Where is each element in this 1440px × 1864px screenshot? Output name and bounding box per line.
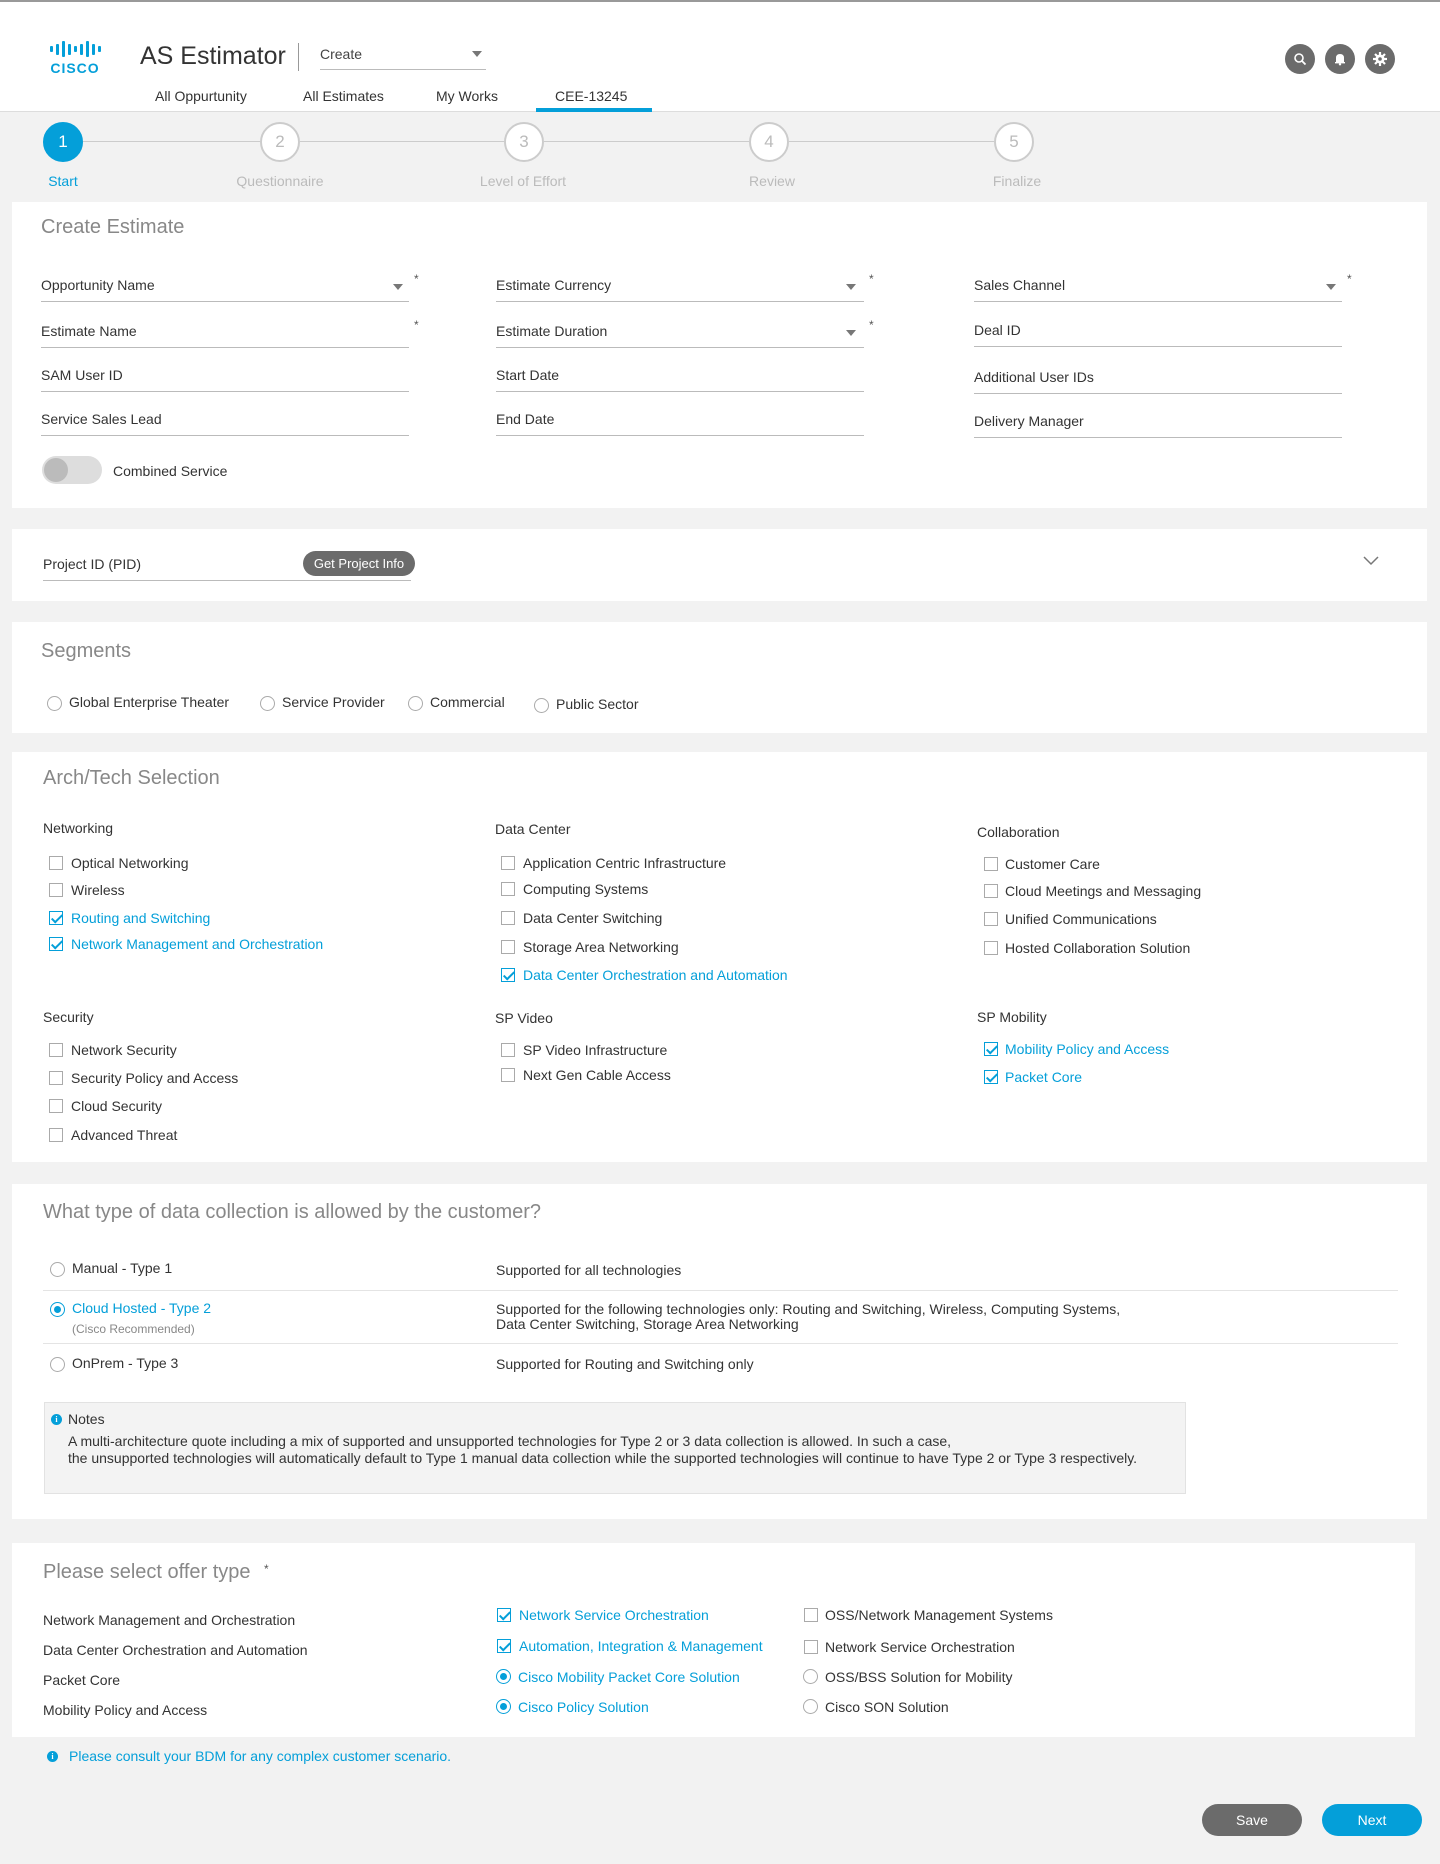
tech-option-label: Next Gen Cable Access [523,1067,671,1083]
checkbox[interactable] [984,912,998,926]
step-4-label: Review [749,173,795,189]
search-button[interactable] [1285,44,1315,74]
data-collection-option-sub: (Cisco Recommended) [72,1322,195,1336]
checkbox[interactable] [501,1068,515,1082]
data-collection-option-label: Cloud Hosted - Type 2 [72,1300,212,1316]
app-title: AS Estimator [140,42,286,70]
get-project-info-button[interactable]: Get Project Info [303,551,415,576]
step-5-label: Finalize [992,173,1042,189]
app-header [0,0,1440,112]
radio-selected[interactable] [496,1669,511,1684]
sp-mobility-heading: SP Mobility [977,1009,1047,1025]
deal-id-field[interactable] [974,317,1342,347]
segments-title: Segments [41,640,132,662]
additional-user-ids-field[interactable] [974,364,1342,394]
tech-option-label: Application Centric Infrastructure [523,855,727,871]
tab-my-works[interactable]: My Works [436,88,498,104]
segment-commercial-label: Commercial [430,694,505,710]
step-3-label: Level of Effort [479,173,567,189]
tab-all-oppurtunity[interactable]: All Oppurtunity [155,88,247,104]
data-center-heading: Data Center [495,821,571,837]
data-collection-option-desc: Supported for Routing and Switching only [496,1356,754,1372]
cisco-logo[interactable] [42,40,108,76]
radio[interactable] [803,1669,818,1684]
service-sales-lead-field[interactable] [41,406,409,436]
chevron-down-icon [846,284,856,290]
step-2-circle[interactable]: 2 [260,122,300,162]
combined-service-toggle[interactable] [42,456,102,484]
create-select[interactable] [320,42,486,70]
tech-option-label: Routing and Switching [71,910,211,926]
next-button[interactable]: Next [1322,1804,1422,1836]
notes-text: the unsupported technologies will automatically default to Type 1 manual data collection while the supported technologies will continue to have Type 2 or Type 3 respectively. [68,1450,1138,1466]
segment-service-provider-label: Service Provider [282,694,385,710]
required-mark: * [414,318,419,332]
offer-row-name: Data Center Orchestration and Automation [43,1642,308,1658]
offer-option-label: Cisco Policy Solution [518,1699,649,1715]
data-collection-option-desc: Data Center Switching, Storage Area Networking [496,1316,799,1332]
opportunity-name-label: Opportunity Name [41,277,155,293]
tech-option-label: Optical Networking [71,855,189,871]
project-id-label: Project ID (PID) [43,556,142,572]
data-collection-radio-selected[interactable] [50,1302,65,1317]
step-4-circle[interactable]: 4 [749,122,789,162]
checkbox[interactable] [804,1640,818,1654]
data-collection-option-desc: Supported for all technologies [496,1262,682,1278]
sales-channel-label: Sales Channel [974,277,1066,293]
collaboration-heading: Collaboration [977,824,1060,840]
data-collection-radio[interactable] [50,1262,65,1277]
data-collection-option-desc: Supported for the following technologies only: Routing and Switching, Wireless, Computing Systems, [496,1301,1121,1317]
required-mark: * [869,318,874,332]
checkbox[interactable] [49,883,63,897]
tech-option-label: Security Policy and Access [71,1070,239,1086]
tech-option-label: SP Video Infrastructure [523,1042,668,1058]
checkbox[interactable] [501,1043,515,1057]
checkbox[interactable] [501,856,515,870]
cisco-logo-text: CISCO [50,60,100,76]
checkbox-checked[interactable] [984,1070,998,1084]
bell-icon [1333,52,1347,66]
security-heading: Security [43,1009,94,1025]
info-icon: i [47,1751,58,1762]
end-date-label: End Date [496,411,555,427]
tech-option-label: Unified Communications [1005,911,1157,927]
offer-type-title: Please select offer type [43,1561,251,1583]
create-estimate-title: Create Estimate [41,216,185,238]
start-date-field[interactable] [496,362,864,392]
segment-radio[interactable] [534,698,549,713]
data-collection-radio[interactable] [50,1357,65,1372]
divider [43,1343,1398,1344]
notes-title: Notes [68,1411,105,1427]
checkbox[interactable] [501,940,515,954]
sales-channel-select[interactable] [974,272,1342,302]
settings-button[interactable] [1365,44,1395,74]
checkbox[interactable] [49,1071,63,1085]
step-2-label: Questionnaire [236,173,324,189]
tech-option-label: Storage Area Networking [523,939,679,955]
step-3-circle[interactable]: 3 [504,122,544,162]
step-connector [83,141,260,142]
toggle-knob [44,458,68,482]
consult-bdm-note: Please consult your BDM for any complex customer scenario. [69,1748,452,1764]
title-divider [298,43,299,71]
checkbox[interactable] [501,882,515,896]
radio[interactable] [803,1699,818,1714]
service-sales-lead-label: Service Sales Lead [41,411,162,427]
tech-option-label: Customer Care [1005,856,1100,872]
checkbox-checked[interactable] [497,1608,511,1622]
tech-option-label: Wireless [71,882,125,898]
sam-user-id-field[interactable] [41,362,409,392]
tech-option-label: Mobility Policy and Access [1005,1041,1170,1057]
tech-option-label: Hosted Collaboration Solution [1005,940,1191,956]
tech-option-label: Data Center Switching [523,910,663,926]
checkbox[interactable] [49,1043,63,1057]
additional-user-ids-label: Additional User IDs [974,369,1094,385]
tech-option-label: Advanced Threat [71,1127,178,1143]
divider [43,1290,1398,1291]
chevron-down-icon [846,330,856,336]
offer-row-name: Network Management and Orchestration [43,1612,296,1628]
radio-selected[interactable] [496,1699,511,1714]
step-1-label: Start [48,173,78,189]
step-1-circle[interactable]: 1 [43,122,83,162]
estimate-name-label: Estimate Name [41,323,137,339]
segment-radio[interactable] [408,696,423,711]
data-collection-option-label: OnPrem - Type 3 [72,1355,179,1371]
tech-option-label: Packet Core [1005,1069,1083,1085]
checkbox[interactable] [984,884,998,898]
tech-option-label: Cloud Security [71,1098,163,1114]
segments-card [12,622,1427,733]
estimate-name-field[interactable] [41,318,409,348]
progress-stepper [0,112,1440,202]
chevron-down-icon [1326,284,1336,290]
offer-option-label: Network Service Orchestration [519,1607,709,1623]
tech-option-label: Computing Systems [523,881,649,897]
search-icon [1293,52,1307,66]
estimate-currency-select[interactable] [496,272,864,302]
tech-option-label: Cloud Meetings and Messaging [1005,883,1202,899]
tech-option-label: Data Center Orchestration and Automation [523,967,788,983]
tab-all-estimates[interactable]: All Estimates [303,88,384,104]
checkbox-checked[interactable] [49,911,63,925]
notes-text: A multi-architecture quote including a mix of supported and unsupported technologies for Type 2 or 3 data collection is allowed. In such a case, [68,1433,952,1449]
tab-cee-13245[interactable]: CEE-13245 [555,88,628,104]
sam-user-id-label: SAM User ID [41,367,123,383]
checkbox[interactable] [984,857,998,871]
checkbox[interactable] [49,1128,63,1142]
required-mark: * [264,1562,269,1576]
gear-icon [1372,51,1388,67]
combined-service-label: Combined Service [113,463,228,479]
sp-video-heading: SP Video [495,1010,553,1026]
offer-option-label: Cisco Mobility Packet Core Solution [518,1669,740,1685]
estimate-duration-select[interactable] [496,318,864,348]
end-date-field[interactable] [496,406,864,436]
start-date-label: Start Date [496,367,560,383]
checkbox[interactable] [501,911,515,925]
checkbox[interactable] [804,1608,818,1622]
checkbox-checked[interactable] [49,937,63,951]
step-connector [789,141,994,142]
checkbox[interactable] [984,941,998,955]
segment-radio[interactable] [260,696,275,711]
segment-global-enterprise-label: Global Enterprise Theater [69,694,230,710]
tech-option-label: Network Security [71,1042,177,1058]
offer-option-label: Cisco SON Solution [825,1699,949,1715]
tech-option-label: Network Management and Orchestration [71,936,324,952]
step-connector [544,141,749,142]
cisco-logo-bars [42,40,108,58]
step-5-circle[interactable]: 5 [994,122,1034,162]
checkbox-checked[interactable] [984,1042,998,1056]
arch-tech-title: Arch/Tech Selection [43,767,220,789]
checkbox-checked[interactable] [501,968,515,982]
opportunity-name-select[interactable] [41,272,409,302]
info-icon: i [51,1414,62,1425]
create-select-value: Create [320,46,363,62]
networking-heading: Networking [43,820,114,836]
offer-row-name: Mobility Policy and Access [43,1702,208,1718]
deal-id-label: Deal ID [974,322,1021,338]
checkbox[interactable] [49,856,63,870]
checkbox-checked[interactable] [497,1639,511,1653]
segment-public-sector-label: Public Sector [556,696,639,712]
required-mark: * [869,272,874,286]
data-collection-option-label: Manual - Type 1 [72,1260,173,1276]
save-button[interactable]: Save [1202,1804,1302,1836]
chevron-down-icon[interactable] [1363,556,1379,566]
estimate-duration-label: Estimate Duration [496,323,608,339]
offer-option-label: Automation, Integration & Management [519,1638,763,1654]
estimate-currency-label: Estimate Currency [496,277,612,293]
notifications-button[interactable] [1325,44,1355,74]
required-mark: * [1347,272,1352,286]
delivery-manager-label: Delivery Manager [974,413,1084,429]
arch-tech-card [12,752,1427,1162]
offer-option-label: Network Service Orchestration [825,1639,1015,1655]
offer-option-label: OSS/Network Management Systems [825,1607,1053,1623]
offer-row-name: Packet Core [43,1672,121,1688]
delivery-manager-field[interactable] [974,408,1342,438]
chevron-down-icon [393,284,403,290]
offer-option-label: OSS/BSS Solution for Mobility [825,1669,1013,1685]
chevron-down-icon [472,51,482,57]
checkbox[interactable] [49,1099,63,1113]
data-collection-title: What type of data collection is allowed by the customer? [43,1201,542,1223]
required-mark: * [414,272,419,286]
step-connector [300,141,504,142]
segment-radio[interactable] [47,696,62,711]
